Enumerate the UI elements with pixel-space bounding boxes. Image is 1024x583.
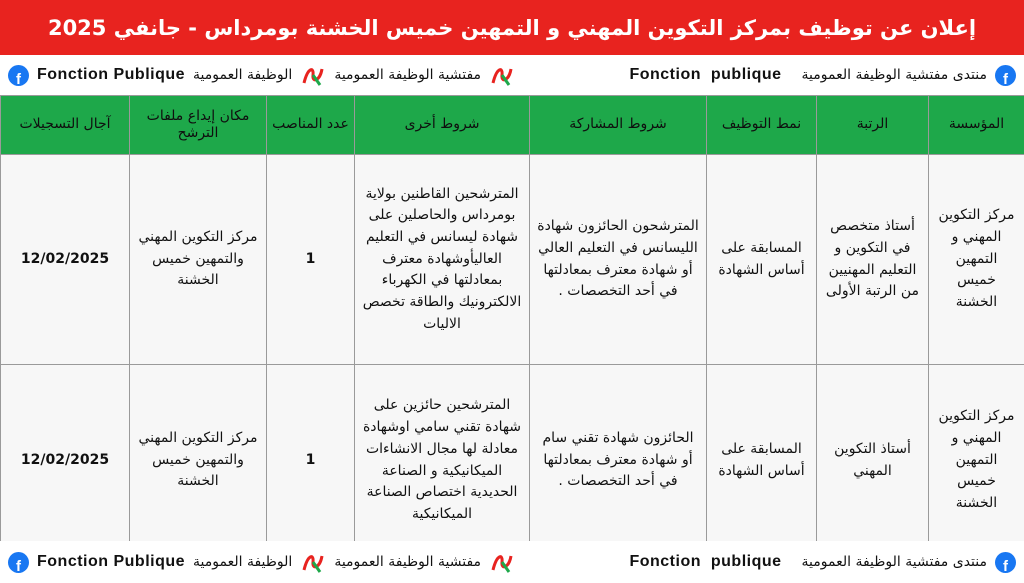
brand-group-right (629, 65, 1016, 86)
cell-participation-conditions: المترشحون الحائزون شهادة الليسانس في التعليم العالي أو شهادة معترف بمعادلتها في أحد التخصصات . (530, 155, 707, 365)
header-participation-conditions: شروط المشاركة (530, 96, 707, 155)
facebook-icon[interactable]: f (8, 65, 29, 86)
facebook-icon[interactable]: f (995, 552, 1016, 573)
header-institution: المؤسسة (929, 96, 1024, 155)
cell-deadline: 12/02/2025 (1, 365, 130, 557)
table-row (1, 365, 1024, 557)
cell-posts-count: 1 (267, 155, 355, 365)
public-service-label: الوظيفة العمومية (193, 554, 293, 570)
facebook-icon[interactable]: f (8, 552, 29, 573)
facebook-icon[interactable]: f (995, 65, 1016, 86)
fonction-publique-spaced-label: Fonction publique (629, 553, 782, 570)
ribbon-logo-icon (489, 550, 515, 574)
cell-deposit-place: مركز التكوين المهني والتمهين خميس الخشنة (130, 155, 267, 365)
header-deposit-place: مكان إيداع ملفات الترشح (130, 96, 267, 155)
public-service-label: الوظيفة العمومية (193, 67, 293, 83)
brand-group-right (629, 552, 1016, 573)
cell-posts-count: 1 (267, 365, 355, 557)
announcement-title: إعلان عن توظيف بمركز التكوين المهني و التمهين خميس الخشنة بومرداس - جانفي 2025 (47, 15, 977, 40)
cell-participation-conditions: الحائزون شهادة تقني سام أو شهادة معترف بمعادلتها في أحد التخصصات . (530, 365, 707, 557)
brand-group-left (8, 63, 515, 87)
header-recruitment-mode: نمط التوظيف (707, 96, 817, 155)
cell-grade: أستاذ متخصص في التكوين و التعليم المهنيين من الرتبة الأولى (817, 155, 929, 365)
fonction-publique-label: Fonction Publique (37, 66, 186, 83)
brand-bar-bottom (0, 541, 1024, 583)
cell-deposit-place: مركز التكوين المهني والتمهين خميس الخشنة (130, 365, 267, 557)
table-row (1, 155, 1024, 365)
header-deadline: آجال التسجيلات (1, 96, 130, 155)
header-grade: الرتبة (817, 96, 929, 155)
inspection-label: مفتشية الوظيفة العمومية (334, 554, 482, 570)
cell-recruitment-mode: المسابقة على أساس الشهادة (707, 365, 817, 557)
forum-label: منتدى مفتشية الوظيفة العمومية (801, 67, 987, 83)
inspection-label: مفتشية الوظيفة العمومية (334, 67, 482, 83)
announcement-title-bar (0, 0, 1024, 55)
cell-institution: مركز التكوين المهني و التمهين خميس الخشنة (929, 155, 1024, 365)
table-header-row (1, 96, 1024, 155)
cell-institution: مركز التكوين المهني و التمهين خميس الخشنة (929, 365, 1024, 557)
brand-group-left (8, 550, 515, 574)
cell-recruitment-mode: المسابقة على أساس الشهادة (707, 155, 817, 365)
ribbon-logo-icon (300, 63, 326, 87)
brand-bar-top (0, 55, 1024, 95)
cell-grade: أستاذ التكوين المهني (817, 365, 929, 557)
fonction-publique-spaced-label: Fonction publique (629, 66, 782, 83)
header-posts-count: عدد المناصب (267, 96, 355, 155)
fonction-publique-label: Fonction Publique (37, 553, 186, 570)
ribbon-logo-icon (300, 550, 326, 574)
ribbon-logo-icon (489, 63, 515, 87)
header-other-conditions: شروط أخرى (355, 96, 530, 155)
job-announcement-table (0, 95, 1024, 557)
cell-other-conditions: المترشحين القاطنين بولاية بومرداس والحاصلين على شهادة ليسانس في التعليم العاليأوشهادة معترف بمعادلتها في الكهرباء الالكترونيك والطاقة تخصص الاليات (355, 155, 530, 365)
cell-other-conditions: المترشحين حائزين على شهادة تقني سامي اوشهادة معادلة لها مجال الانشاءات الميكانيكية و الصناعة الحديدية اختصاص الصناعة الميكانيكية (355, 365, 530, 557)
cell-deadline: 12/02/2025 (1, 155, 130, 365)
forum-label: منتدى مفتشية الوظيفة العمومية (801, 554, 987, 570)
